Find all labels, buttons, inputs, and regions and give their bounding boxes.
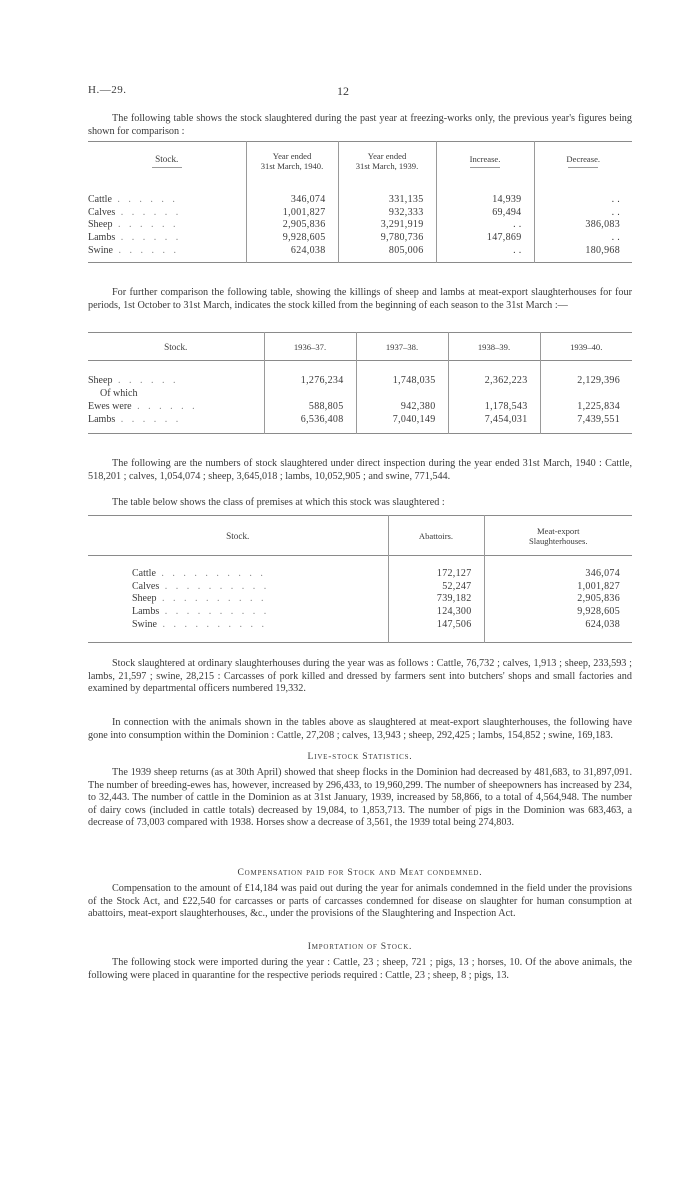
value-1940: 2,905,836 [246,219,338,232]
leader-dots: . . . . . . [115,206,182,218]
season-value [448,387,540,400]
stock-cell [88,206,246,219]
row-label: Lambs [88,232,116,244]
row-label: Swine [88,244,113,256]
season-value: 7,040,149 [356,413,448,426]
stock-cell [88,244,246,257]
value-increase: . . [436,244,534,257]
col-header-1937-38: 1937–38. [356,333,448,361]
value-abattoirs: 147,506 [388,618,484,631]
season-value: 6,536,408 [264,413,356,426]
leader-dots: . . . . . . [113,244,179,256]
value-meat-export: 9,928,605 [484,605,632,618]
season-value: 1,225,834 [540,400,632,413]
section-heading-compensation: Compensation paid for Stock and Meat condemned. [237,867,483,878]
season-value: 1,276,234 [264,375,356,388]
row-label: Sheep [88,219,113,231]
value-decrease: . . [534,231,632,244]
season-value: 942,380 [356,400,448,413]
value-1940: 9,928,605 [246,231,338,244]
season-value: 1,178,543 [448,400,540,413]
premises-table [88,515,632,643]
row-label: Sheep [88,375,113,387]
meat-export-seasons-table [88,332,632,434]
report-reference: H.—29. [88,84,127,96]
col-header-abattoirs: Abattoirs. [388,516,484,556]
stock-cell [88,194,246,207]
stock-cell [88,593,388,606]
table-row [88,206,632,219]
value-1940: 346,074 [246,194,338,207]
value-1939: 3,291,919 [338,219,436,232]
consumption-paragraph: In connection with the animals shown in the tables above as slaughtered at meat-export slaughterhouses, the following have gone into consumption within the Dominion : Cattle, 27,208 ; calves, 13,943 ; sheep, 292,425 ; lambs, 154,852 ; swine, 169,183. [88,717,632,741]
row-label: Calves [88,206,116,218]
stock-cell [88,231,246,244]
leader-dots: . . . . . . . . . . [159,580,270,592]
stock-cell [88,580,388,593]
live-stock-paragraph: The 1939 sheep returns (as at 30th April) showed that sheep flocks in the Dominion had decreased by 481,683, to 31,897,091. The number of breeding-ewes has, however, increased by 296,433, to 19,960,299. The number of sheepowners has increased by 234, to 32,443. The number of cattle in the Dominion as at 31st January, 1939, increased by 58,866, to a total of 4,564,948. The number of dairy cows (included in cattle totals) decreased by 19,084, to 1,853,713. The number of pigs in the Dominion was 683,463, a decrease of 73,003 compared with 1938. Horses show a decrease of 3,561, the 1939 total being 274,803. [88,767,632,829]
row-label: Lambs [132,606,160,618]
intro-paragraph: The following table shows the stock slaughtered during the past year at freezing-works only, the previous year's figures being shown for comparison : [88,113,632,137]
value-increase: 69,494 [436,206,534,219]
page-number: 12 [337,84,349,98]
stock-cell [88,605,388,618]
stock-cell [88,219,246,232]
table-row [88,244,632,257]
value-decrease: . . [534,194,632,207]
table-row [88,568,632,581]
leader-dots: . . . . . . [112,375,179,387]
table-row [88,580,632,593]
value-meat-export: 624,038 [484,618,632,631]
value-increase: 147,869 [436,231,534,244]
col-header-1940: Year ended 31st March, 1940. [246,142,338,180]
stock-cell [88,400,264,413]
col-header-increase: Increase. [436,142,534,180]
col-header-1939-40: 1939–40. [540,333,632,361]
season-value [356,387,448,400]
value-abattoirs: 52,247 [388,580,484,593]
leader-dots: . . . . . . . . . . [156,593,267,605]
col-header-stock: Stock. [226,530,250,541]
table-row [88,618,632,631]
season-value: 7,439,551 [540,413,632,426]
comparison-paragraph: For further comparison the following table, showing the killings of sheep and lambs at meat-export slaughterhouses for four periods, 1st October to 31st March, indicates the stock killed from the beginning of each season to the 31st March :— [88,287,632,311]
table-row [88,194,632,207]
value-decrease: 180,968 [534,244,632,257]
row-label: Lambs [88,413,116,425]
table-row [88,231,632,244]
leader-dots: . . . . . . [111,194,178,206]
table-row [88,219,632,232]
row-label: Of which [100,388,138,400]
leader-dots: . . . . . . [115,232,182,244]
freezing-works-table [88,141,632,263]
season-value: 2,129,396 [540,375,632,388]
row-label: Cattle [132,568,156,580]
row-label: Ewes were [88,400,132,412]
leader-dots: . . . . . . . . . . [157,618,267,630]
col-header-1939: Year ended 31st March, 1939. [338,142,436,180]
premises-intro-paragraph: The table below shows the class of premises at which this stock was slaughtered : [112,497,445,508]
ordinary-slaughterhouses-paragraph: Stock slaughtered at ordinary slaughterhouses during the year was as follows : Cattle, 76,732 ; calves, 1,913 ; sheep, 233,593 ; lambs, 21,597 ; swine, 28,215 : Carcasses of pork killed and dressed by farmers sent into butchers' shops and small factories and examined by departmental officers numbered 19,332. [88,658,632,695]
stock-cell [88,375,264,388]
stock-cell [88,387,264,400]
col-header-stock: Stock. [164,341,188,352]
value-1940: 1,001,827 [246,206,338,219]
row-label: Sheep [132,593,157,605]
value-meat-export: 1,001,827 [484,580,632,593]
leader-dots: . . . . . . [131,400,198,412]
value-1939: 331,135 [338,194,436,207]
value-abattoirs: 739,182 [388,593,484,606]
compensation-paragraph: Compensation to the amount of £14,184 was paid out during the year for animals condemned in the field under the provisions of the Stock Act, and £22,540 for carcasses or parts of carcasses condemned for disease on slaughter for human consumption at abattoirs, meat-export slaughterhouses, &c., under the provisions of the Slaughtering and Inspection Act. [88,883,632,920]
table-row [88,400,632,413]
table-row [88,375,632,388]
leader-dots: . . . . . . [112,219,179,231]
section-heading-live-stock: Live-stock Statistics. [307,751,413,762]
col-header-stock: Stock. [88,142,246,180]
value-1939: 932,333 [338,206,436,219]
row-label: Cattle [88,194,112,206]
value-abattoirs: 172,127 [388,568,484,581]
col-header-1938-39: 1938–39. [448,333,540,361]
season-value: 7,454,031 [448,413,540,426]
season-value: 588,805 [264,400,356,413]
value-abattoirs: 124,300 [388,605,484,618]
value-increase: . . [436,219,534,232]
table-row [88,605,632,618]
leader-dots: . . . . . . . . . . [159,606,270,618]
col-header-meat-export: Meat-export Slaughterhouses. [484,516,632,556]
value-1940: 624,038 [246,244,338,257]
season-value: 1,748,035 [356,375,448,388]
leader-dots: . . . . . . [115,413,182,425]
value-1939: 9,780,736 [338,231,436,244]
direct-inspection-paragraph: The following are the numbers of stock slaughtered under direct inspection during the year ended 31st March, 1940 : Cattle, 518,201 ; calves, 1,054,074 ; sheep, 3,645,018 ; lambs, 10,052,905 ; and swine, 771,544. [88,458,632,482]
row-label: Calves [132,580,160,592]
season-value: 2,362,223 [448,375,540,388]
section-heading-importation: Importation of Stock. [307,941,413,952]
importation-paragraph: The following stock were imported during the year : Cattle, 23 ; sheep, 721 ; pigs, 13 ; horses, 10. Of the above animals, the following were placed in quarantine for the respective periods required : Cattle, 23 ; sheep, 8 ; pigs, 13. [88,957,632,981]
table-row [88,413,632,426]
value-decrease: . . [534,206,632,219]
value-decrease: 386,083 [534,219,632,232]
col-header-decrease: Decrease. [534,142,632,180]
value-meat-export: 2,905,836 [484,593,632,606]
col-header-1936-37: 1936–37. [264,333,356,361]
season-value [540,387,632,400]
row-label: Swine [132,618,157,630]
leader-dots: . . . . . . . . . . [155,568,266,580]
table-row [88,387,632,400]
stock-cell [88,618,388,631]
table-row [88,593,632,606]
season-value [264,387,356,400]
stock-cell [88,568,388,581]
value-1939: 805,006 [338,244,436,257]
value-meat-export: 346,074 [484,568,632,581]
value-increase: 14,939 [436,194,534,207]
stock-cell [88,413,264,426]
